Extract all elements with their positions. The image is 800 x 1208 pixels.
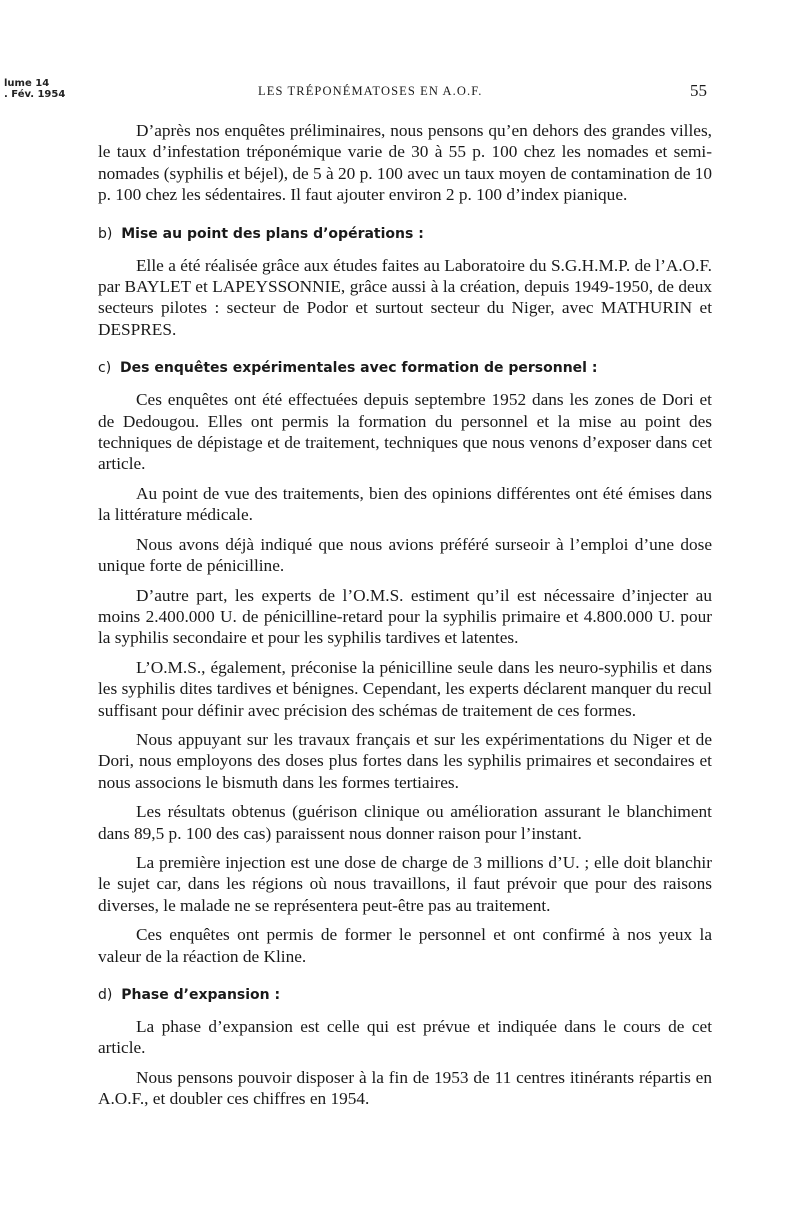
- section-title: Des enquêtes expérimentales avec formation de personnel :: [120, 360, 598, 377]
- page-number: 55: [690, 81, 707, 100]
- paragraph: Nous pensons pouvoir disposer à la fin de 1953 de 11 centres itinérants répartis en A.O.F., et doubler ces chiffres en 1954.: [98, 1067, 712, 1109]
- paragraph: Ces enquêtes ont été effectuées depuis septembre 1952 dans les zones de Dori et de Dedougou. Elles ont permis la formation du personnel et la mise au point des techniques de dépistage et de traitement, techniques que nous venons d’exposer dans cet article.: [98, 390, 712, 474]
- paragraph: Au point de vue des traitements, bien des opinions différentes ont été émises dans la littérature médicale.: [98, 483, 712, 525]
- section-heading-c: [98, 359, 712, 377]
- paragraph: Ces enquêtes ont permis de former le personnel et ont confirmé à nos yeux la valeur de la réaction de Kline.: [98, 925, 712, 966]
- section-title: Mise au point des plans d’opérations :: [121, 225, 424, 242]
- section-letter: c): [98, 360, 112, 377]
- paragraph: L’O.M.S., également, préconise la pénicilline seule dans les neuro-syphilis et dans les syphilis dites tardives et bénignes. Cependant, les experts déclarent manquer du recul suffisant pour définir avec précision des schémas de traitement de ces formes.: [98, 657, 712, 720]
- paragraph: La phase d’expansion est celle qui est prévue et indiquée dans le cours de cet article.: [98, 1017, 712, 1058]
- paragraph: Nous avons déjà indiqué que nous avions préféré surseoir à l’emploi d’une dose unique forte de pénicilline.: [98, 534, 712, 576]
- margin-note-volume: lume 14: [4, 78, 50, 89]
- section-heading-d: [98, 986, 712, 1004]
- paragraph: Les résultats obtenus (guérison clinique ou amélioration assurant le blanchiment dans 89,5 p. 100 des cas) paraissent nous donner raison pour l’instant.: [98, 802, 712, 843]
- paragraph: D’après nos enquêtes préliminaires, nous pensons qu’en dehors des grandes villes, le taux d’infestation tréponémique varie de 30 à 55 p. 100 chez les nomades et semi-nomades (syphilis et béjel), de 5 à 20 p. 100 avec un taux moyen de contamination de 10 p. 100 chez les sédentaires. Il faut ajouter environ 2 p. 100 d’index pianique.: [98, 121, 712, 205]
- margin-note-date: . Fév. 1954: [4, 89, 66, 100]
- paragraph: Elle a été réalisée grâce aux études faites au Laboratoire du S.G.H.M.P. de l’A.O.F. par BAYLET et LAPEYSSONNIE, grâce aussi à la création, depuis 1949-1950, de deux secteurs pilotes : secteur de Podor et surtout secteur du Niger, avec MATHURIN et DESPRES.: [98, 255, 712, 339]
- article-body: [98, 120, 712, 1118]
- section-letter: d): [98, 987, 113, 1003]
- running-title: LES TRÉPONÉMATOSES EN A.O.F.: [258, 84, 483, 98]
- section-letter: b): [98, 225, 113, 242]
- section-title: Phase d’expansion :: [121, 987, 281, 1003]
- paragraph: D’autre part, les experts de l’O.M.S. estiment qu’il est nécessaire d’injecter au moins 2.400.000 U. de pénicilline-retard pour la syphilis primaire et 4.800.000 U. pour la syphilis secondaire et pour les syphilis tardives et latentes.: [98, 585, 712, 648]
- paragraph: La première injection est une dose de charge de 3 millions d’U. ; elle doit blanchir le sujet car, dans les régions où nous travaillons, il faut prévoir que pour des raisons diverses, le malade ne se représentera peut-être pas au traitement.: [98, 852, 712, 915]
- paragraph: Nous appuyant sur les travaux français et sur les expérimentations du Niger et de Dori, nous employons des doses plus fortes dans les syphilis primaires et secondaires et nous associons le bismuth dans les formes tertiaires.: [98, 729, 712, 792]
- section-heading-b: [98, 225, 712, 243]
